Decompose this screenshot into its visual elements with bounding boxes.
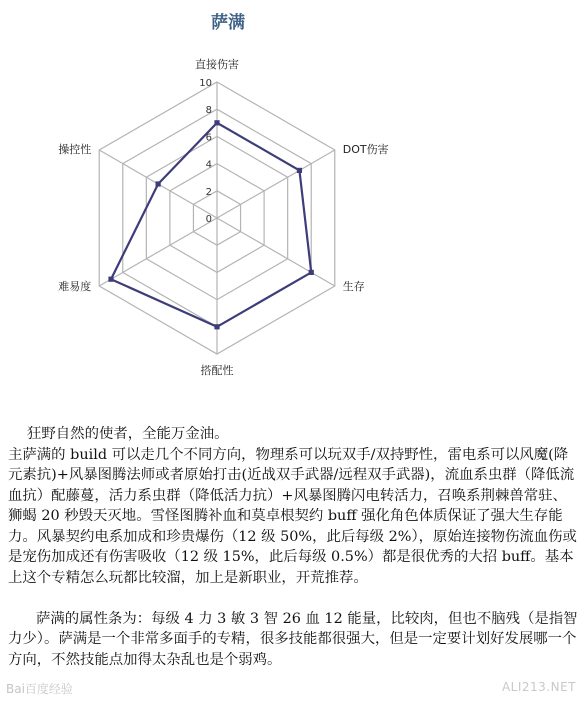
scale-tick-label: 4 — [205, 159, 212, 171]
grid-spoke-3 — [217, 218, 335, 286]
watermark-ali213: ALI213.NET — [501, 680, 576, 694]
scale-tick-label: 0 — [205, 214, 212, 225]
chart-title: 萨满 — [211, 13, 245, 33]
data-point-3 — [309, 270, 314, 275]
grid-spoke-5 — [99, 218, 217, 286]
radar-scale-ticks — [199, 78, 212, 225]
data-point-4 — [214, 324, 219, 329]
scale-tick-label: 10 — [199, 78, 212, 89]
data-point-2 — [297, 168, 302, 173]
category-label-3: 生存 — [342, 280, 365, 293]
grid-spoke-2 — [217, 150, 335, 218]
data-point-1 — [214, 120, 219, 125]
category-label-1: 直接伤害 — [195, 58, 239, 71]
class-motto: 狂野自然的使者，全能万金油。 — [27, 426, 229, 442]
data-point-6 — [156, 181, 161, 186]
scale-tick-label: 2 — [205, 186, 212, 198]
category-label-6: 操控性 — [58, 143, 92, 156]
radar-category-labels — [58, 57, 388, 377]
category-label-4: 搭配性 — [200, 364, 234, 377]
category-label-2: DOT伤害 — [342, 143, 389, 156]
attribute-description: 萨满的属性条为：每级 4 力 3 敏 3 智 26 血 12 能量，比较肉，但也不脑残（是指智力少）。萨满是一个非常多面手的专精，很多技能都很强大，但是一定要计划好发展哪一个方向，不然技能点加得太杂乱也是个弱鸡。 — [8, 610, 578, 668]
category-label-5: 难易度 — [58, 280, 92, 293]
article-body — [8, 424, 580, 670]
scale-tick-label: 8 — [205, 105, 212, 117]
watermark-baidu: Bai百度经验 — [6, 682, 73, 696]
build-description: 主萨满的 build 可以走几个不同方向，物理系可以玩双手/双持野性，雷电系可以风魔(降元素抗)+风暴图腾法师或者原始打击(近战双手武器/远程双手武器)，流血系虫群（降低流血抗）配藤蔓，活力系虫群（降低活力抗）+风暴图腾闪电转活力，召唤系荆棘兽常驻、狮蝎 20 秒毁天灭地。雪怪图腾补血和莫卓根契约 buff 强化角色体质保证了强大生存能力。风暴契约电系加成和珍贵爆伤（12 级 50%，此后每级 2%），原始连接物伤流血伤或是宠伤加成还有伤害吸收（12 级 15%，此后每级 0.5%）都是很优秀的大招 buff。基本上这个专精怎么玩都比较溜，加上是新职业，开荒推荐。 — [8, 446, 577, 586]
data-point-5 — [108, 277, 113, 282]
scale-tick-label: 6 — [205, 132, 212, 144]
